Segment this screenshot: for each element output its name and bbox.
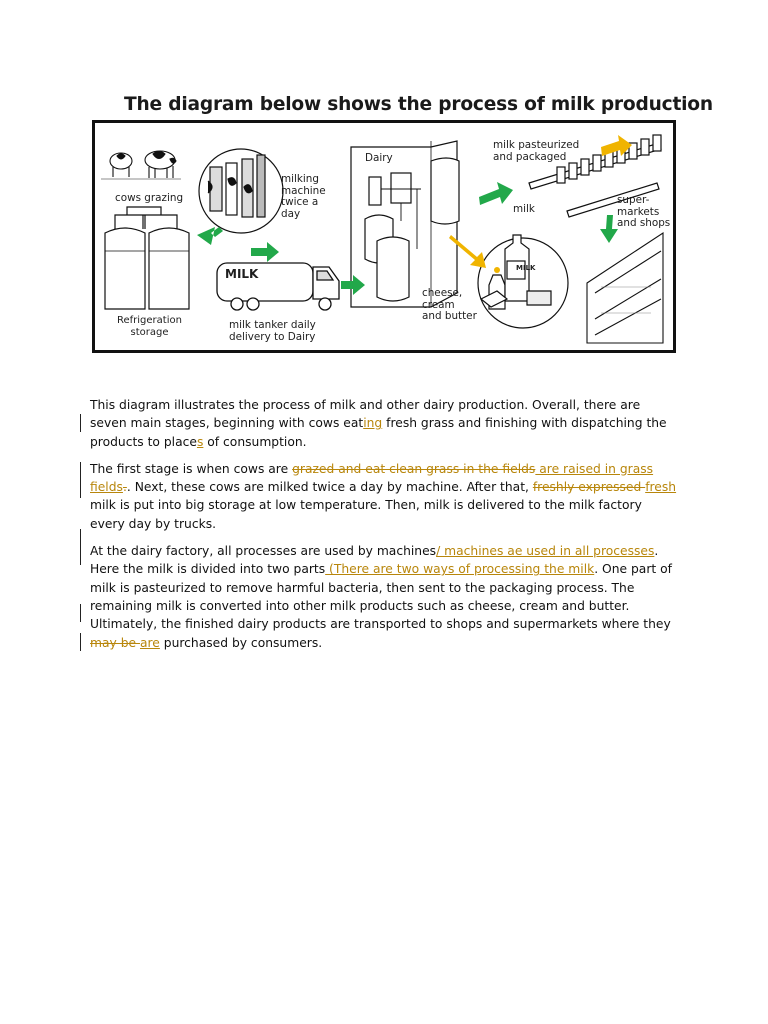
supermarket-shelves bbox=[587, 233, 663, 343]
deletion: . bbox=[122, 480, 127, 495]
milking-illustration bbox=[199, 149, 283, 233]
essay-paragraph-2: The first stage is when cows are grazed and eat clean grass in the fields are raised in grass fields.. Next, these cows are milked twice a day by machine. After that, freshly expressed fresh milk is put into big storage at low temperature. Then, milk is delivered to the milk factory every day by trucks. bbox=[90, 461, 677, 531]
arrow-to-pasteurizer bbox=[479, 182, 513, 205]
jug-milk-sign: MILK bbox=[516, 264, 536, 272]
dairy-products-illustration bbox=[478, 235, 568, 328]
insertion: s bbox=[196, 434, 204, 449]
insertion: ing bbox=[363, 416, 383, 431]
label-milk-pasteurized: milk pasteurized and packaged bbox=[493, 139, 580, 163]
label-refrigeration-storage: Refrigeration storage bbox=[117, 315, 182, 338]
change-bar-3 bbox=[80, 529, 81, 565]
label-milk: milk bbox=[513, 203, 535, 215]
deletion: freshly expressed bbox=[532, 480, 646, 495]
refrigeration-tanks bbox=[105, 207, 189, 309]
arrow-to-shops bbox=[600, 215, 618, 243]
essay-body bbox=[90, 396, 680, 661]
insertion: are bbox=[139, 635, 160, 650]
essay-paragraph-3: At the dairy factory, all processes are used by machines/ machines ae used in all processes. Here the milk is divided into two parts (There are two ways of processing the milk. One part of milk is pasteurized to remove harmful bacteria, then sent to the packaging process. The remaining milk is converted into other milk products such as cheese, cream and butter. Ultimately, the finished dairy products are transported to shops and supermarkets where they may be are purchased by consumers. bbox=[90, 544, 672, 650]
label-milking-machine: milking machine twice a day bbox=[281, 173, 326, 220]
cows-illustration bbox=[101, 151, 181, 179]
insertion: / machines ae used in all processes bbox=[436, 544, 655, 559]
deletion: grazed and eat clean grass in the fields bbox=[292, 461, 536, 476]
label-cheese-cream-butter: cheese, cream and butter bbox=[422, 287, 477, 322]
label-milk-tanker: milk tanker daily delivery to Dairy bbox=[229, 319, 316, 343]
insertion: are raised in grass fields bbox=[90, 461, 654, 495]
label-supermarkets: super- markets and shops bbox=[617, 194, 671, 229]
change-bar-5 bbox=[80, 633, 81, 651]
deletion: may be bbox=[90, 635, 140, 650]
label-dairy: Dairy bbox=[365, 152, 393, 164]
milk-production-diagram bbox=[92, 120, 676, 353]
arrow-to-storage bbox=[197, 227, 223, 245]
essay-paragraph-1: This diagram illustrates the process of milk and other dairy production. Overall, there are seven main stages, beginning with cows eating fresh grass and finishing with dispatching the products to places of consumption. bbox=[90, 398, 667, 449]
tanker-milk-sign: MILK bbox=[225, 267, 259, 281]
insertion: (There are two ways of processing the milk bbox=[325, 562, 595, 577]
change-bar-1 bbox=[80, 414, 81, 432]
insertion: fresh bbox=[645, 480, 677, 495]
label-cows-grazing: cows grazing bbox=[115, 192, 184, 204]
dairy-factory bbox=[351, 141, 459, 307]
change-bar-4 bbox=[80, 604, 81, 622]
change-bar-2 bbox=[80, 462, 81, 498]
figure-title: The diagram below shows the process of milk production bbox=[124, 94, 713, 115]
arrow-to-tanker bbox=[251, 242, 279, 262]
